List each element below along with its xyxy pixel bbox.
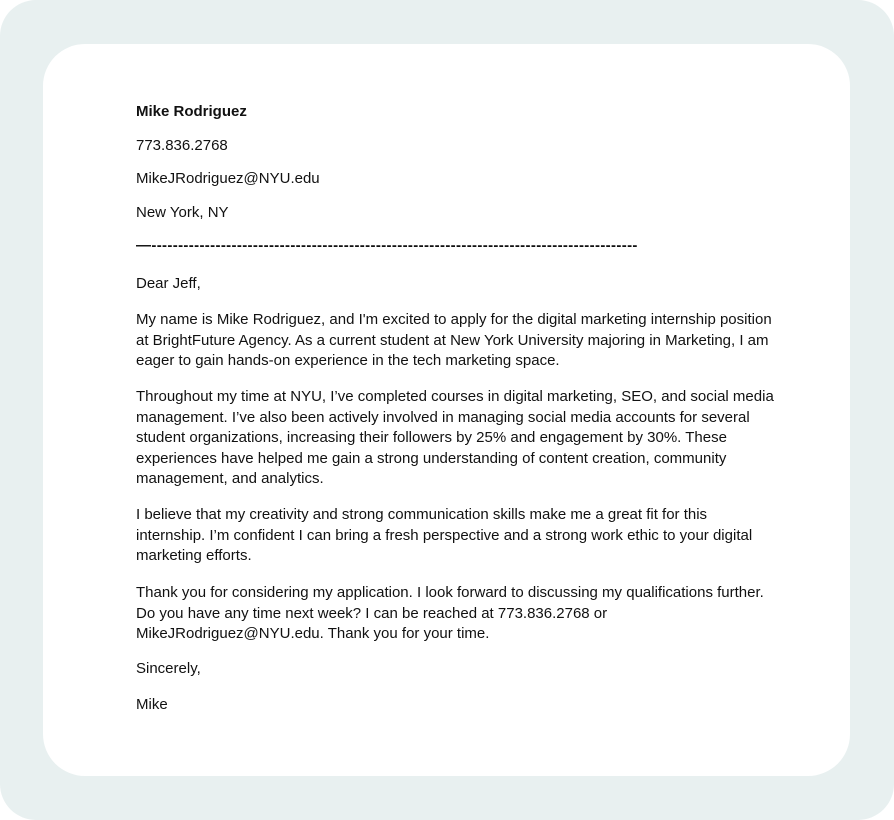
- signature: Mike: [136, 696, 168, 713]
- greeting: Dear Jeff,: [136, 275, 201, 292]
- sender-email: MikeJRodriguez@NYU.edu: [136, 170, 320, 187]
- paragraph-intro: My name is Mike Rodriguez, and I'm excited to apply for the digital marketing internship position at BrightFuture Agency. As a current student at New York University majoring in Marketing, I am eager to gain hands-on experience in the tech marketing space.: [136, 311, 772, 369]
- paragraph-thanks: Thank you for considering my application. I look forward to discussing my qualifications further. Do you have any time next week? I can be reached at 773.836.2768 or MikeJRodriguez@NYU.edu. Thank you for your time.: [136, 584, 764, 642]
- header-divider: —-------------------------------------------------------------------------------------------: [136, 237, 638, 254]
- sender-location: New York, NY: [136, 204, 229, 221]
- paragraph-fit: I believe that my creativity and strong communication skills make me a great fit for this internship. I’m confident I can bring a fresh perspective and a strong work ethic to your digital marketing efforts.: [136, 506, 753, 564]
- closing: Sincerely,: [136, 660, 201, 677]
- sender-name: Mike Rodriguez: [136, 103, 247, 120]
- sender-phone: 773.836.2768: [136, 137, 228, 154]
- paragraph-experience: Throughout my time at NYU, I’ve completed courses in digital marketing, SEO, and social media management. I’ve also been actively involved in managing social media accounts for several student organizations, increasing their followers by 25% and engagement by 30%. These experiences have helped me gain a strong understanding of content creation, community management, and analytics.: [136, 388, 774, 487]
